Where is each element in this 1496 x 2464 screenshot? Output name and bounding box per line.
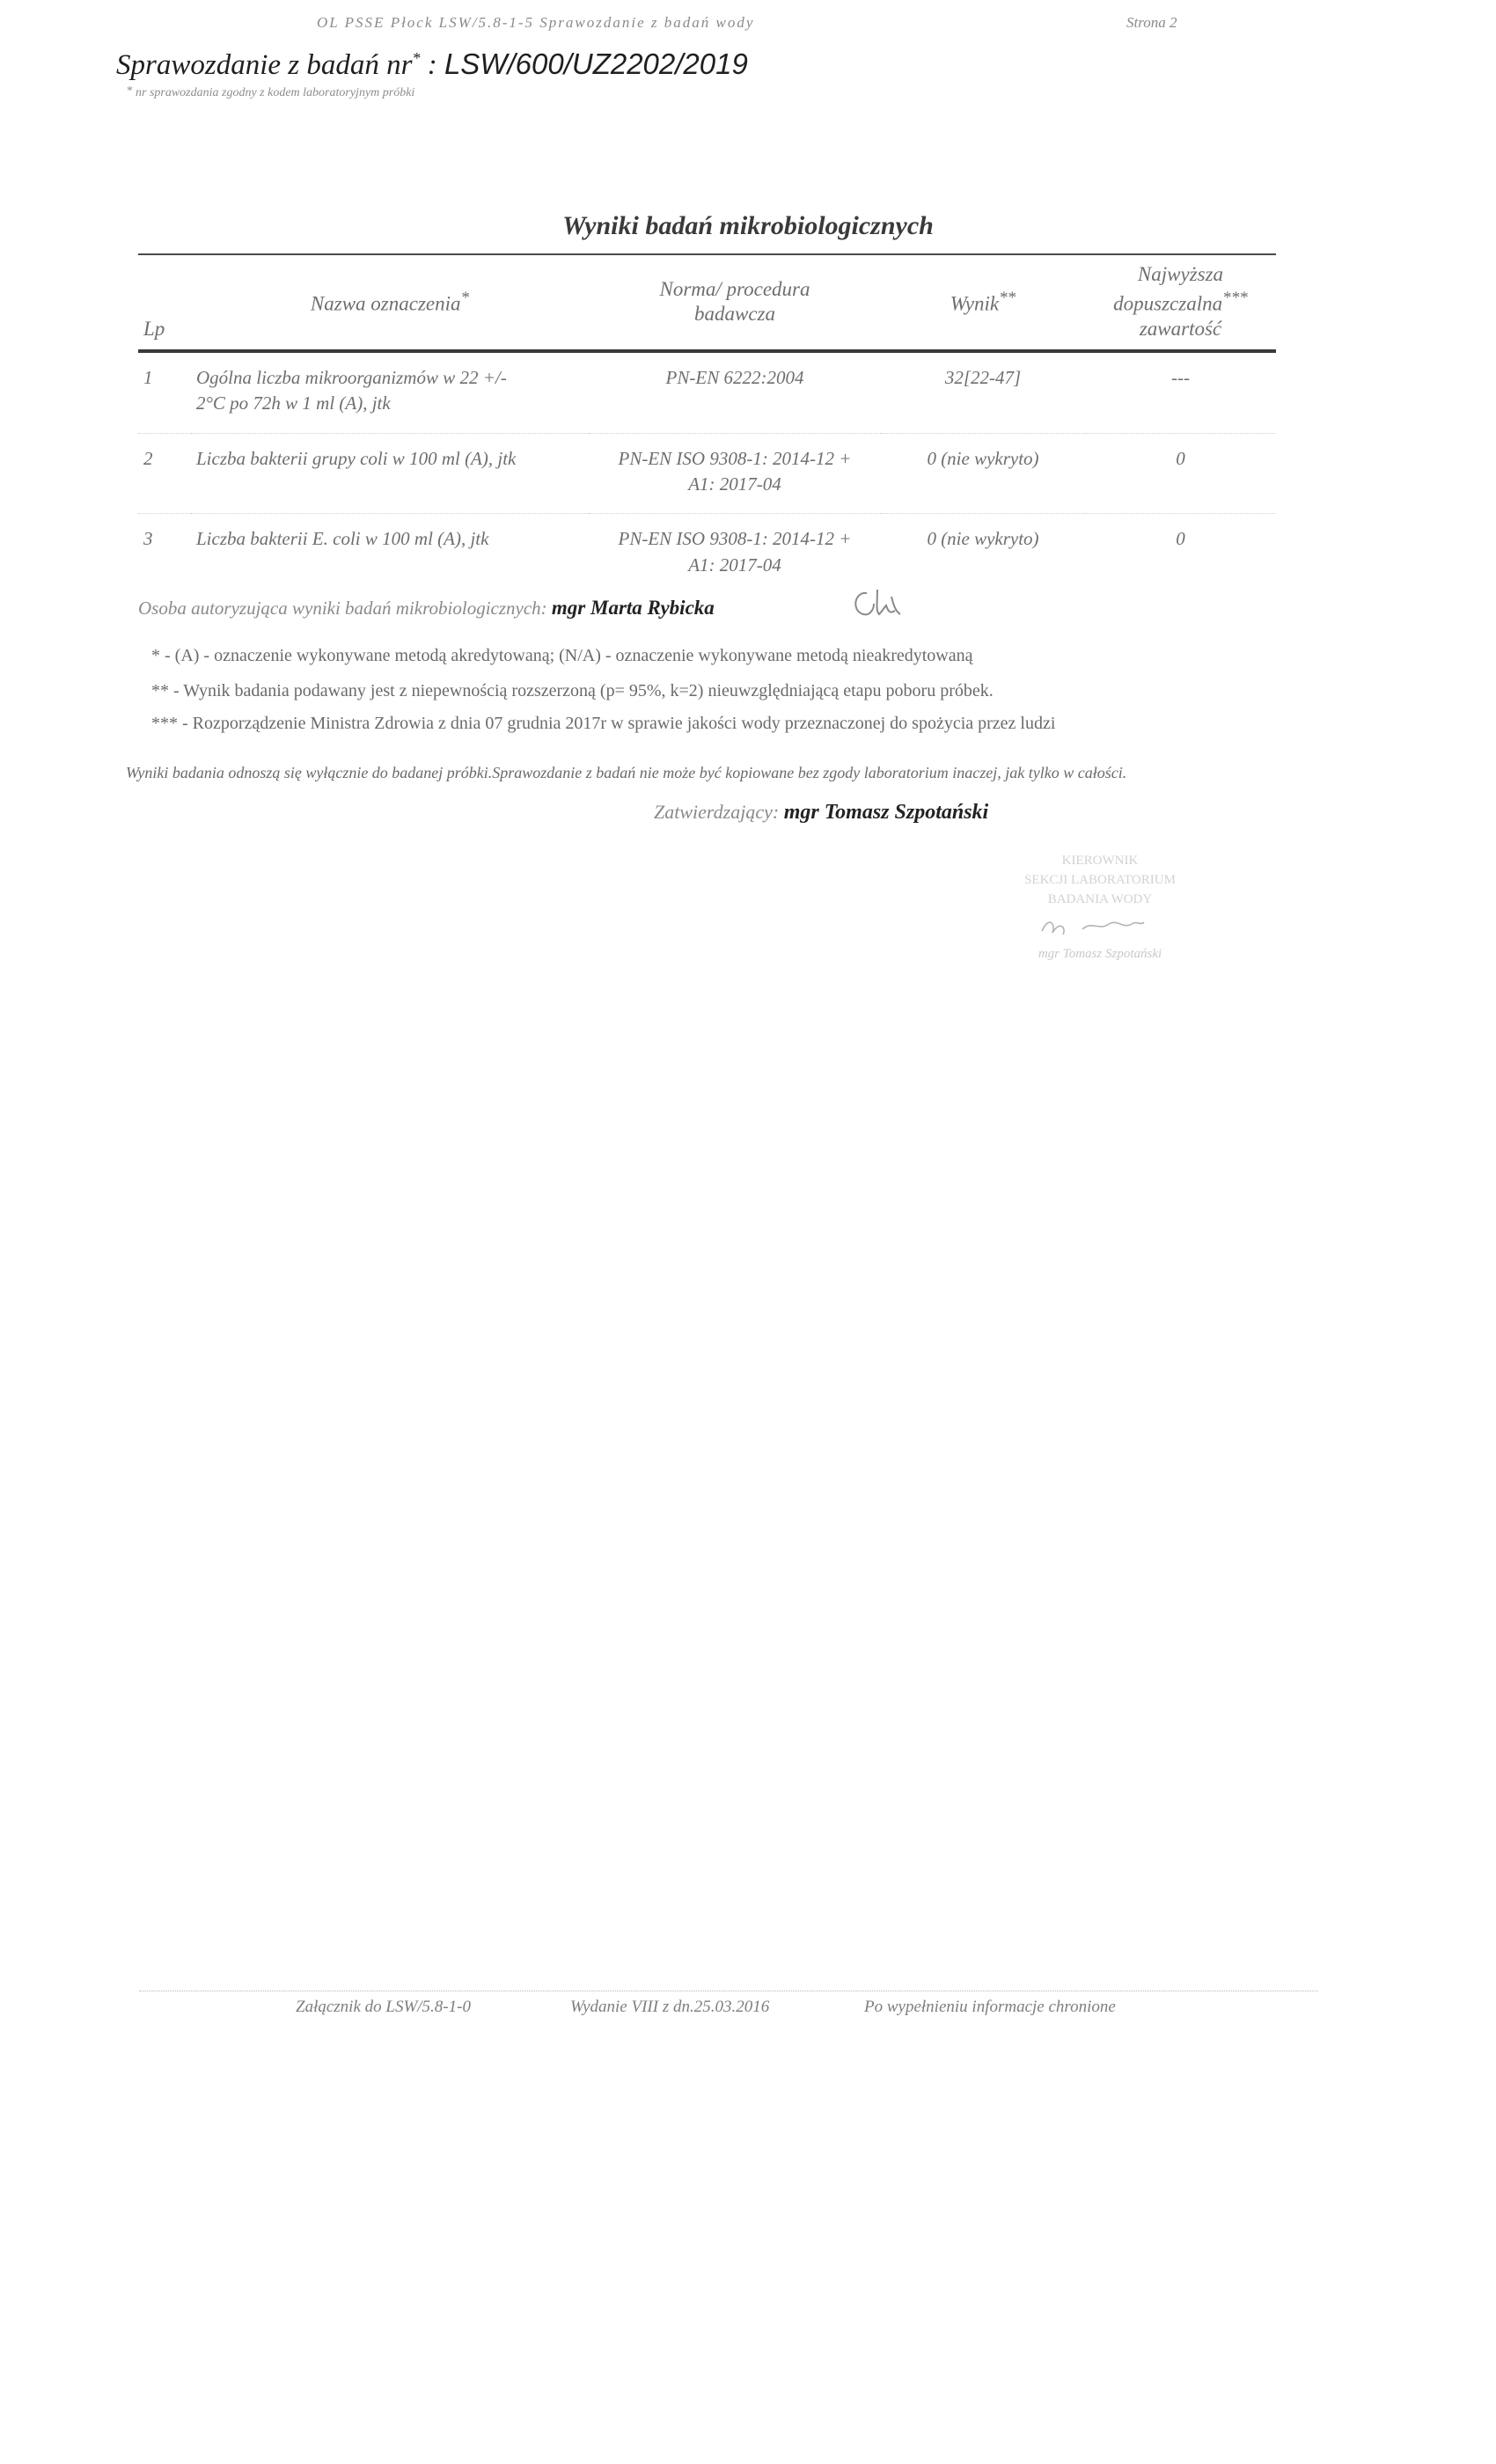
- signature-rybicka: [847, 584, 909, 623]
- header-result-mark: **: [999, 288, 1016, 307]
- report-subnote-mark: *: [127, 84, 133, 98]
- header-result-label: Wynik: [950, 292, 1000, 315]
- header-row: [138, 254, 1276, 351]
- table-row: [138, 433, 1276, 514]
- running-header: OL PSSE Płock LSW/5.8-1-5 Sprawozdanie z badań wody: [317, 14, 755, 31]
- header-name-label: Nazwa oznaczenia: [310, 292, 461, 315]
- approver-line: [654, 801, 988, 825]
- header-norm: [589, 254, 881, 351]
- header-name-mark: *: [460, 288, 470, 307]
- cell-norm: [589, 514, 881, 594]
- report-title-prefix: Sprawozdanie z badań nr: [116, 49, 413, 81]
- cell-result: 0 (nie wykryto): [927, 447, 1039, 469]
- results-table-header: [138, 254, 1276, 351]
- header-name: [191, 254, 589, 351]
- header-max-line1: Najwyższa: [1137, 263, 1224, 285]
- header-max-line3: zawartość: [1139, 318, 1222, 341]
- footer-attachment: Załącznik do LSW/5.8-1-0: [296, 1998, 471, 2016]
- cell-max: 0: [1176, 528, 1185, 550]
- authorizer-label: Osoba autoryzująca wyniki badań mikrobiologicznych:: [138, 598, 547, 619]
- header-max-line2: [1090, 288, 1271, 317]
- header-max-mark: ***: [1222, 288, 1248, 307]
- cell-name-line1: Liczba bakterii grupy coli w 100 ml (A), jtk: [196, 447, 517, 469]
- header-max: [1085, 254, 1276, 351]
- cell-norm: [589, 351, 881, 433]
- cell-name: [191, 433, 589, 514]
- approver-name: mgr Tomasz Szpotański: [783, 801, 989, 824]
- footnote-text: - Wynik badania podawany jest z niepewnością rozszerzoną (p= 95%, k=2) nieuwzględniającą etapu poboru próbek.: [173, 681, 994, 700]
- footnote-regulation: [151, 714, 1055, 734]
- stamp-line4: mgr Tomasz Szpotański: [1038, 947, 1162, 961]
- cell-lp: 2: [143, 447, 153, 469]
- report-title-star: *: [412, 49, 421, 67]
- cell-result: 32[22-47]: [944, 366, 1022, 388]
- footer-edition: Wydanie VIII z dn.25.03.2016: [570, 1998, 770, 2016]
- cell-lp: 1: [143, 366, 153, 388]
- cell-name-line1: Ogólna liczba mikroorganizmów w 22 +/-: [196, 366, 507, 388]
- stamp-line1: KIEROWNIK: [1061, 854, 1139, 868]
- cell-norm-line2: A1: 2017-04: [688, 473, 781, 495]
- cell-name: [191, 351, 589, 433]
- footnote-mark: ***: [151, 714, 178, 733]
- authorizer-name: mgr Marta Rybicka: [551, 597, 715, 619]
- footnote-accredited: [151, 646, 973, 666]
- cell-norm-line1: PN-EN ISO 9308-1: 2014-12 +: [618, 447, 852, 469]
- table-row: [138, 514, 1276, 594]
- approver-label: Zatwierdzający:: [654, 801, 780, 823]
- footer-confidential: Po wypełnieniu informacje chronione: [864, 1998, 1116, 2016]
- footnote-mark: **: [151, 681, 169, 700]
- results-table-body: [138, 351, 1276, 594]
- results-table: [138, 253, 1276, 594]
- cell-name-line1: Liczba bakterii E. coli w 100 ml (A), jtk: [196, 528, 489, 550]
- cell-result: 0 (nie wykryto): [927, 528, 1039, 550]
- cell-norm-line1: PN-EN ISO 9308-1: 2014-12 +: [618, 528, 852, 550]
- header-result: [881, 254, 1085, 351]
- cell-norm-line1: PN-EN 6222:2004: [665, 366, 804, 388]
- stamp-line2: SEKCJI LABORATORIUM: [1024, 873, 1176, 887]
- report-title: [116, 48, 748, 82]
- header-max-line2-text: dopuszczalna: [1113, 292, 1223, 315]
- header-norm-line2: badawcza: [694, 303, 775, 326]
- footnote-text: - (A) - oznaczenie wykonywane metodą akredytowaną; (N/A) - oznaczenie wykonywane metodą nieakredytowaną: [165, 646, 973, 665]
- table-row: [138, 351, 1276, 433]
- footnote-text: - Rozporządzenie Ministra Zdrowia z dnia 07 grudnia 2017r w sprawie jakości wody przeznaczonej do spożycia przez ludzi: [182, 714, 1056, 733]
- authorizer-line: [138, 597, 715, 620]
- report-number: LSW/600/UZ2202/2019: [444, 48, 748, 80]
- footnote-uncertainty: [151, 681, 994, 701]
- validity-note: Wyniki badania odnoszą się wyłącznie do badanej próbki.Sprawozdanie z badań nie może być kopiowane bez zgody laboratorium inaczej, jak tylko w całości.: [126, 764, 1127, 781]
- cell-max: ---: [1171, 366, 1190, 388]
- approval-stamp: [968, 845, 1232, 968]
- footnote-mark: *: [151, 646, 160, 665]
- report-title-colon: :: [427, 49, 437, 81]
- stamp-signature: [1042, 922, 1144, 935]
- header-lp: Lp: [143, 318, 165, 341]
- cell-lp: 3: [143, 528, 153, 550]
- cell-name: [191, 514, 589, 594]
- header-norm-line1: Norma/ procedura: [659, 277, 810, 300]
- section-heading: Wyniki badań mikrobiologicznych: [562, 211, 934, 240]
- cell-max: 0: [1176, 447, 1185, 469]
- cell-norm-line2: A1: 2017-04: [688, 554, 781, 576]
- stamp-line3: BADANIA WODY: [1047, 892, 1153, 906]
- report-subnote: nr sprawozdania zgodny z kodem laboratoryjnym próbki: [136, 86, 415, 99]
- cell-norm: [589, 433, 881, 514]
- cell-name-line2: 2°C po 72h w 1 ml (A), jtk: [196, 392, 391, 414]
- page-mark: Strona 2: [1126, 14, 1177, 31]
